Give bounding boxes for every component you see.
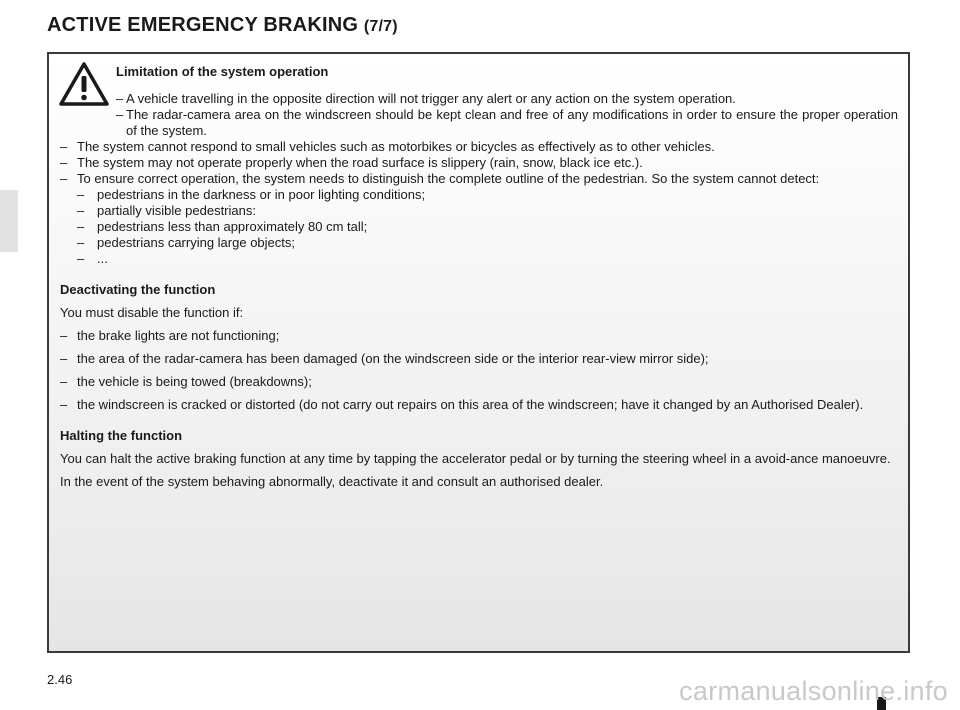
limitation-block <box>60 64 898 139</box>
limitation-subitem: – ... <box>77 251 898 267</box>
halting-paragraph: You can halt the active braking function at any time by tapping the accelerator pedal or by turning the steering wheel in a avoid-ance manoeuvre. <box>60 451 891 466</box>
limitation-item: – The system may not operate properly when the road surface is slippery (rain, snow, black ice etc.). <box>60 155 898 171</box>
limitation-intro-item: – A vehicle travelling in the opposite direction will not trigger any alert or any action on the system operation. <box>116 91 898 107</box>
deactivating-item: – the brake lights are not functioning; <box>60 328 898 344</box>
limitation-item: – The system cannot respond to small vehicles such as motorbikes or bicycles as effectively as to other vehicles. <box>60 139 898 155</box>
deactivating-title: Deactivating the function <box>60 282 216 297</box>
deactivating-item: – the area of the radar-camera has been damaged (on the windscreen side or the interior rear-view mirror side); <box>60 351 898 367</box>
limitation-subitem: – pedestrians less than approximately 80 cm tall; <box>77 219 898 235</box>
limitation-subitem: – pedestrians carrying large objects; <box>77 235 898 251</box>
deactivating-item: – the vehicle is being towed (breakdowns); <box>60 374 898 390</box>
info-box <box>47 52 910 653</box>
limitation-subitem: – pedestrians in the darkness or in poor lighting conditions; <box>77 187 898 203</box>
limitation-sublist <box>60 187 898 267</box>
box-content <box>60 64 898 490</box>
watermark: carmanualsonline.info <box>679 676 948 706</box>
title-part: (7/7) <box>363 18 398 35</box>
halting-title: Halting the function <box>60 428 183 443</box>
limitation-title: Limitation of the system operation <box>116 64 329 79</box>
chapter-tab <box>0 190 18 252</box>
page-title <box>47 14 398 37</box>
deactivating-intro: You must disable the function if: <box>60 305 244 320</box>
limitation-intro-item: – The radar-camera area on the windscreen should be kept clean and free of any modifications in order to ensure the proper operation of the system. <box>116 107 898 139</box>
limitation-item: – To ensure correct operation, the system needs to distinguish the complete outline of the pedestrian. So the system cannot detect: <box>60 171 898 187</box>
halting-paragraph: In the event of the system behaving abnormally, deactivate it and consult an authorised dealer. <box>60 474 604 489</box>
title-text: ACTIVE EMERGENCY BRAKING <box>47 14 359 36</box>
limitation-subitem: – partially visible pedestrians: <box>77 203 898 219</box>
deactivating-item: – the windscreen is cracked or distorted (do not carry out repairs on this area of the windscreen; have it changed by an Authorised Dealer). <box>60 397 898 413</box>
page-number: 2.46 <box>47 672 73 687</box>
